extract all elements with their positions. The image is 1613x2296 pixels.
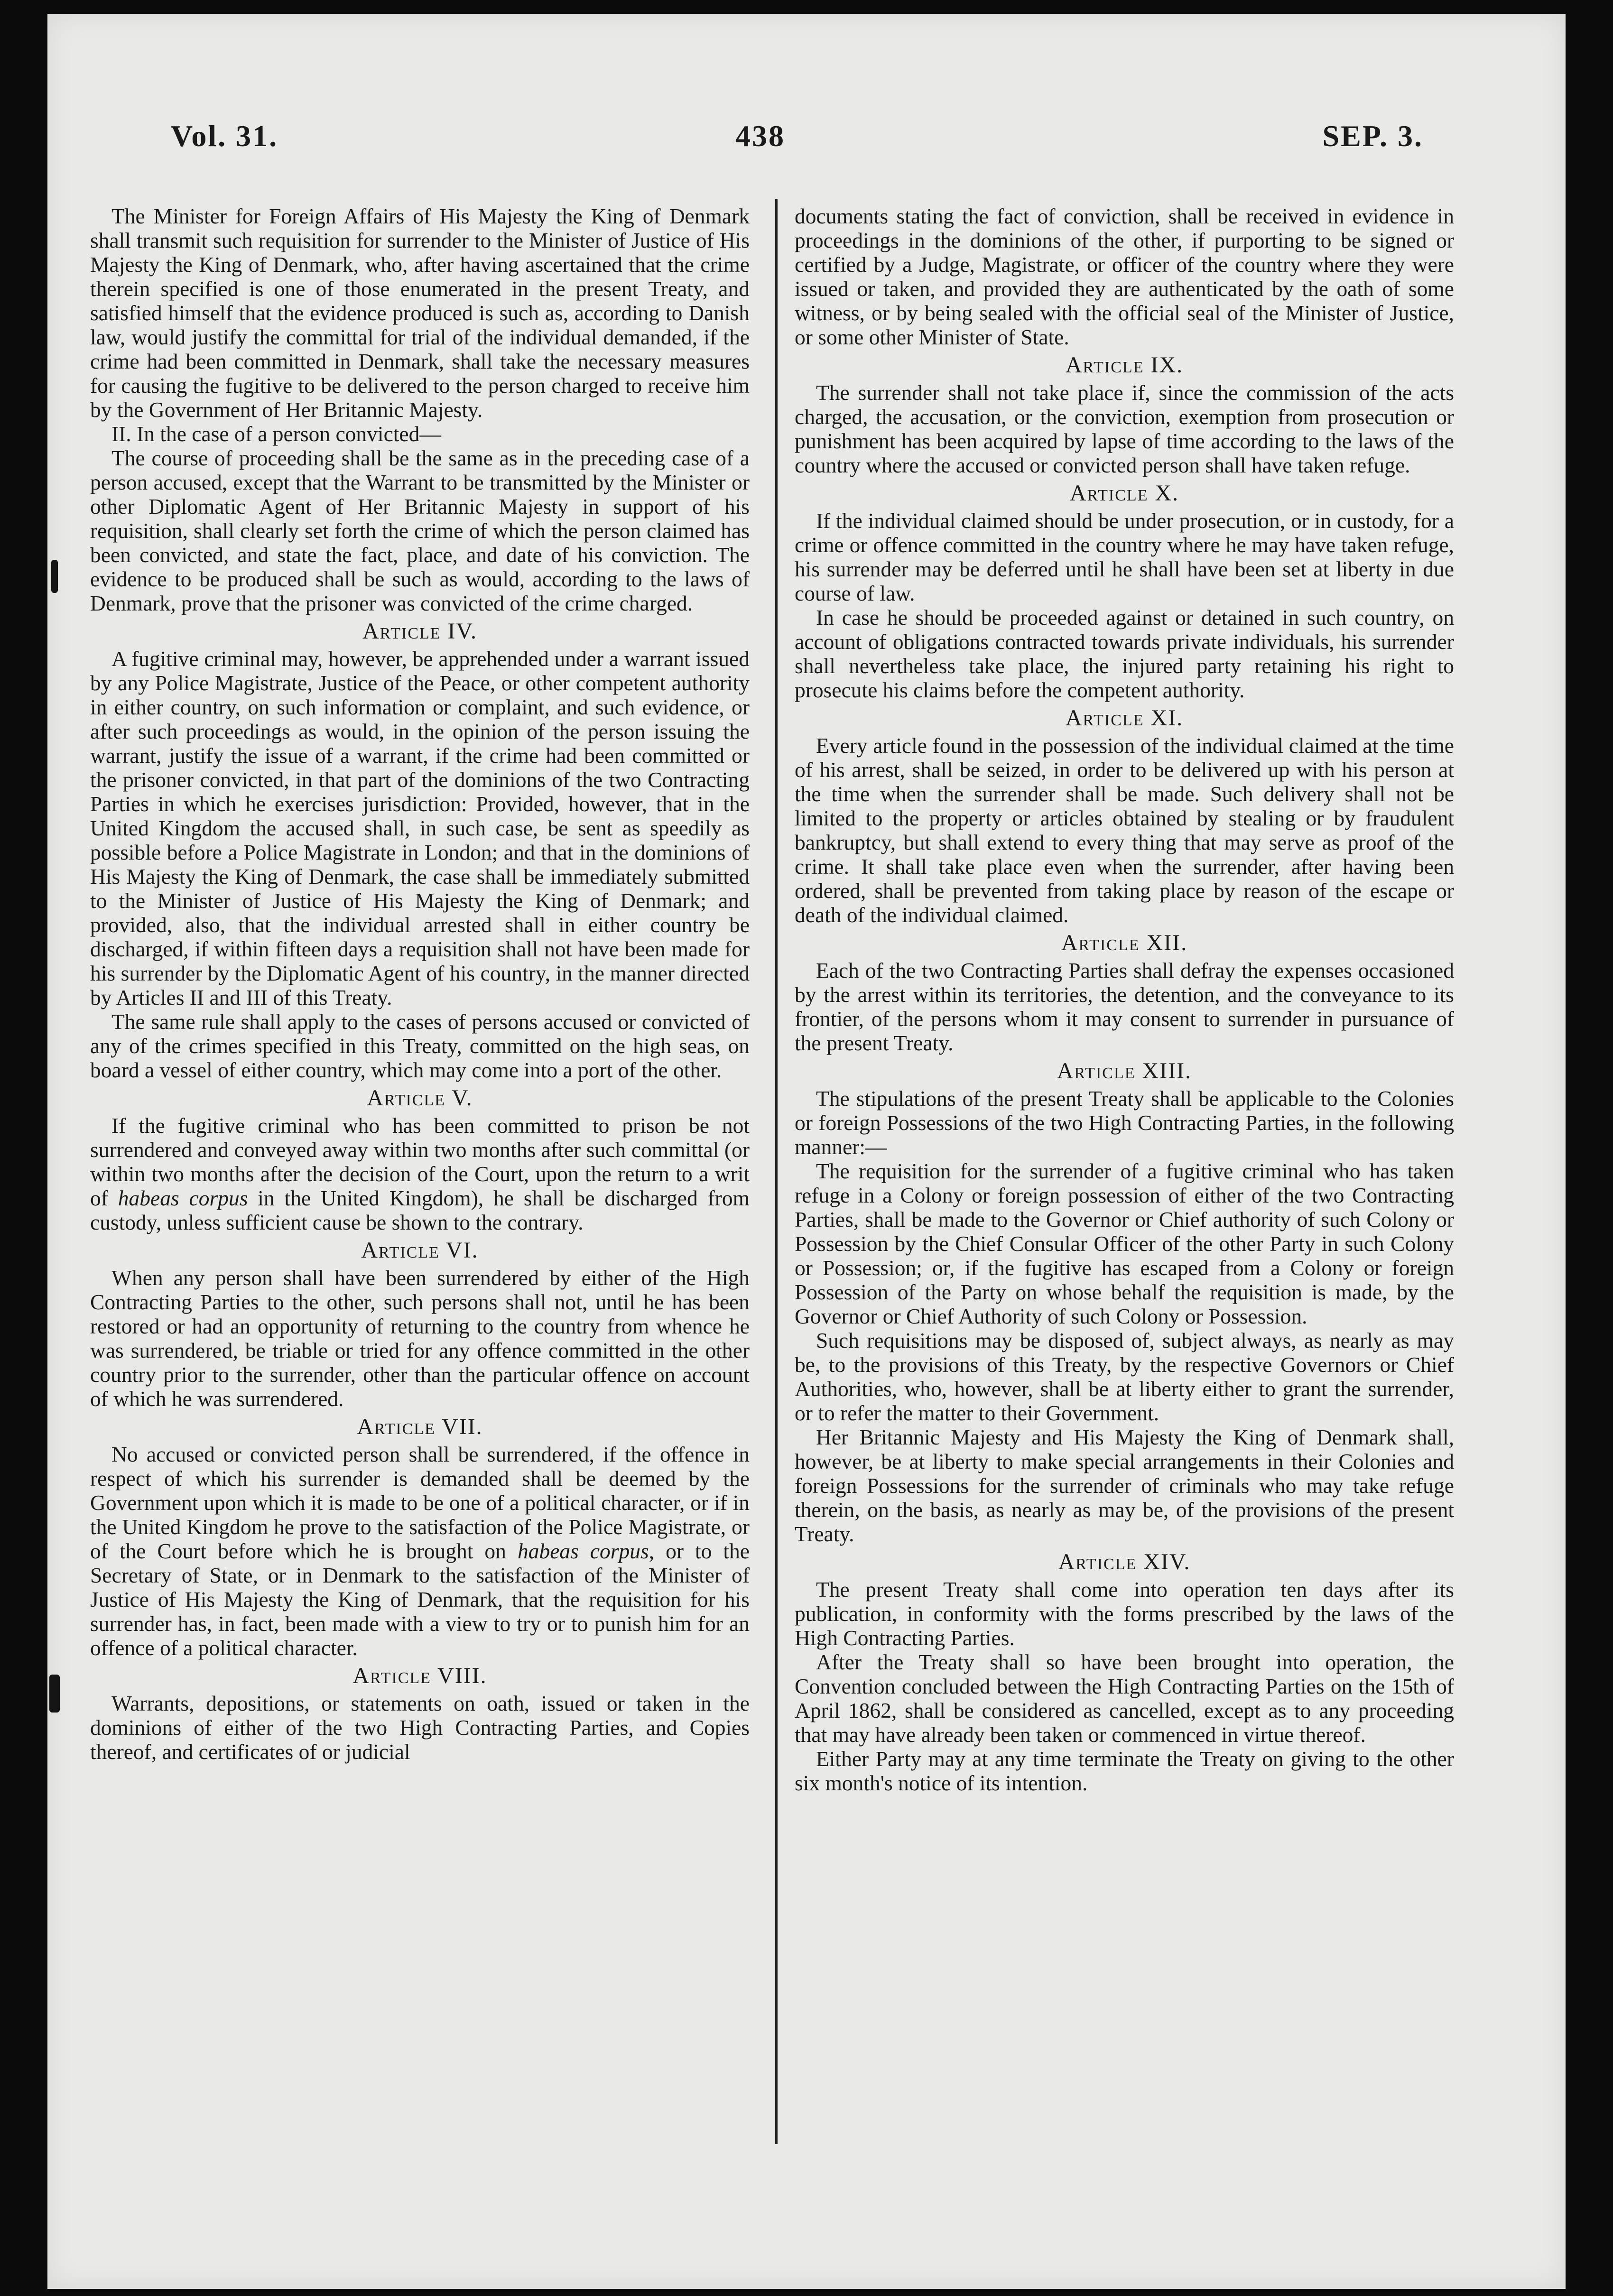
- article-heading: Article VI.: [361, 1238, 479, 1263]
- article-heading: Article V.: [367, 1085, 473, 1111]
- text-run: If the fugitive criminal who has been committed to prison be not surrendered and conveyed away within two months after such committal (or within two months after the decision of the Court, upon the return to a writ of: [90, 1113, 750, 1210]
- margin-ink-mark: [49, 1675, 60, 1713]
- article-heading: Article XI.: [1065, 705, 1184, 731]
- page-number: 438: [735, 119, 785, 153]
- paragraph: [90, 1113, 750, 1234]
- paragraph: The requisition for the surrender of a fugitive criminal who has taken refuge in a Colony or foreign possession of either of the two Contracting Parties, shall be made to the Governor or Chief authority of such Colony or Possession by the Chief Consular Officer of the other Party in such Colony or Possession; or, if the fugitive has escaped from a Colony or foreign Possession of the Party on whose behalf the requisition is made, by the Governor or Chief Authority of such Colony or Possession.: [795, 1159, 1454, 1328]
- paragraph: If the individual claimed should be under prosecution, or in custody, for a crime or offence committed in the country where he may have taken refuge, his surrender may be deferred until he shall have been set at liberty in due course of law.: [795, 509, 1454, 605]
- text-run: No accused or convicted person shall be surrendered, if the offence in respect of which his surrender is demanded shall be deemed by the Government upon which it is made to be one of a political character, or if in the United Kingdom he prove to the satisfaction of the Police Magistrate, or of the Court before which he is brought on: [90, 1442, 750, 1563]
- running-header: [47, 119, 1566, 171]
- article-heading: Article IX.: [1065, 352, 1184, 378]
- paragraph: After the Treaty shall so have been brought into operation, the Convention concluded between the High Contracting Parties on the 15th of April 1862, shall be considered as cancelled, except as to any proceeding that may have already been taken or commenced in virtue thereof.: [795, 1650, 1454, 1747]
- italic-term: habeas corpus: [118, 1186, 248, 1210]
- paragraph: [90, 1442, 750, 1660]
- paragraph: Either Party may at any time terminate the Treaty on giving to the other six month's notice of its intention.: [795, 1747, 1454, 1795]
- margin-ink-mark: [51, 560, 58, 593]
- paragraph: The present Treaty shall come into operation ten days after its publication, in conformity with the forms prescribed by the laws of the High Contracting Parties.: [795, 1577, 1454, 1650]
- article-heading: Article X.: [1069, 481, 1179, 506]
- article-heading: Article VII.: [357, 1414, 483, 1439]
- paragraph: Each of the two Contracting Parties shall defray the expenses occasioned by the arrest within its territories, the detention, and the conveyance to its frontier, of the persons whom it may consent to surrender in pursuance of the present Treaty.: [795, 958, 1454, 1055]
- paragraph: The Minister for Foreign Affairs of His Majesty the King of Denmark shall transmit such requisition for surrender to the Minister of Justice of His Majesty the King of Denmark, who, after having ascertained that the crime therein specified is one of those enumerated in the present Treaty, and satisfied himself that the evidence produced is such as, according to Danish law, would justify the committal for trial of the individual demanded, if the crime had been committed in Denmark, shall take the necessary measures for causing the fugitive to be delivered to the person charged to receive him by the Government of Her Britannic Majesty.: [90, 204, 750, 422]
- text-run: in the United Kingdom), he shall be discharged from custody, unless sufficient cause be shown to the contrary.: [90, 1186, 750, 1234]
- volume-label: Vol. 31.: [171, 119, 278, 153]
- paragraph: Warrants, depositions, or statements on oath, issued or taken in the dominions of either of the two High Contracting Parties, and Copies thereof, and certificates of or judicial: [90, 1691, 750, 1764]
- right-column: [795, 204, 1454, 1795]
- date-label: SEP. 3.: [1322, 119, 1423, 153]
- article-heading: Article XIV.: [1058, 1549, 1191, 1574]
- text-run: , or to the Secretary of State, or in Denmark to the satisfaction of the Minister of Justice of His Majesty the King of Denmark, that the requisition for his surrender has, in fact, been made with a view to try or to punish him for an offence of a political character.: [90, 1539, 750, 1660]
- article-heading: Article XIII.: [1057, 1058, 1192, 1083]
- paragraph: II. In the case of a person convicted—: [111, 422, 441, 446]
- paragraph: When any person shall have been surrendered by either of the High Contracting Parties to the other, such persons shall not, until he has been restored or had an opportunity of returning to the country from whence he was surrendered, be triable or tried for any offence committed in the other country prior to the surrender, other than the particular offence on account of which he was surrendered.: [90, 1266, 750, 1411]
- left-column: [90, 204, 750, 1764]
- paragraph: The same rule shall apply to the cases of persons accused or convicted of any of the crimes specified in this Treaty, committed on the high seas, on board a vessel of either country, which may come into a port of the other.: [90, 1009, 750, 1082]
- paragraph: documents stating the fact of conviction, shall be received in evidence in proceedings in the dominions of the other, if purporting to be signed or certified by a Judge, Magistrate, or officer of the country where they were issued or taken, and provided they are authenticated by the oath of some witness, or by being sealed with the official seal of the Minister of Justice, or some other Minister of State.: [795, 204, 1454, 349]
- paragraph: The stipulations of the present Treaty shall be applicable to the Colonies or foreign Possessions of the two High Contracting Parties, in the following manner:—: [795, 1086, 1454, 1159]
- document-page: [47, 14, 1566, 2289]
- article-heading: Article IV.: [362, 619, 478, 644]
- article-heading: Article VIII.: [352, 1663, 487, 1688]
- italic-term: habeas corpus: [517, 1539, 649, 1563]
- paragraph: Such requisitions may be disposed of, subject always, as nearly as may be, to the provisions of this Treaty, by the respective Governors or Chief Authorities, who, however, shall be at liberty either to grant the surrender, or to refer the matter to their Government.: [795, 1328, 1454, 1425]
- paragraph: In case he should be proceeded against or detained in such country, on account of obligations contracted towards private individuals, his surrender shall nevertheless take place, the injured party retaining his right to prosecute his claims before the competent authority.: [795, 605, 1454, 702]
- paragraph: Her Britannic Majesty and His Majesty the King of Denmark shall, however, be at liberty to make special arrangements in their Colonies and foreign Possessions for the surrender of criminals who may take refuge therein, on the basis, as nearly as may be, of the provisions of the present Treaty.: [795, 1425, 1454, 1546]
- paragraph: A fugitive criminal may, however, be apprehended under a warrant issued by any Police Magistrate, Justice of the Peace, or other competent authority in either country, on such information or complaint, and such evidence, or after such proceedings as would, in the opinion of the person issuing the warrant, justify the issue of a warrant, if the crime had been committed or the prisoner convicted, in that part of the dominions of the two Contracting Parties in which he exercises jurisdiction: Provided, however, that in the United Kingdom the accused shall, in such case, be sent as speedily as possible before a Police Magistrate in London; and that in the dominions of His Majesty the King of Denmark, the case shall be immediately submitted to the Minister of Justice of His Majesty the King of Denmark; and provided, also, that the individual arrested shall in either country be discharged, if within fifteen days a requisition shall not have been made for his surrender by the Diplomatic Agent of his country, in the manner directed by Articles II and III of this Treaty.: [90, 647, 750, 1009]
- paragraph: The course of proceeding shall be the same as in the preceding case of a person accused, except that the Warrant to be transmitted by the Minister or other Diplomatic Agent of Her Britannic Majesty in support of his requisition, shall clearly set forth the crime of which the person claimed has been convicted, and state the fact, place, and date of his conviction. The evidence to be produced shall be such as would, according to the laws of Denmark, prove that the prisoner was convicted of the crime charged.: [90, 446, 750, 615]
- column-divider: [775, 199, 778, 2144]
- article-heading: Article XII.: [1061, 930, 1188, 955]
- paragraph: The surrender shall not take place if, since the commission of the acts charged, the accusation, or the conviction, exemption from prosecution or punishment has been acquired by lapse of time according to the laws of the country where the accused or convicted person shall have taken refuge.: [795, 380, 1454, 477]
- paragraph: Every article found in the possession of the individual claimed at the time of his arrest, shall be seized, in order to be delivered up with his person at the time when the surrender shall be made. Such delivery shall not be limited to the property or articles obtained by stealing or by fraudulent bankruptcy, but shall extend to every thing that may serve as proof of the crime. It shall take place even when the surrender, after having been ordered, shall be prevented from taking place by reason of the escape or death of the individual claimed.: [795, 733, 1454, 927]
